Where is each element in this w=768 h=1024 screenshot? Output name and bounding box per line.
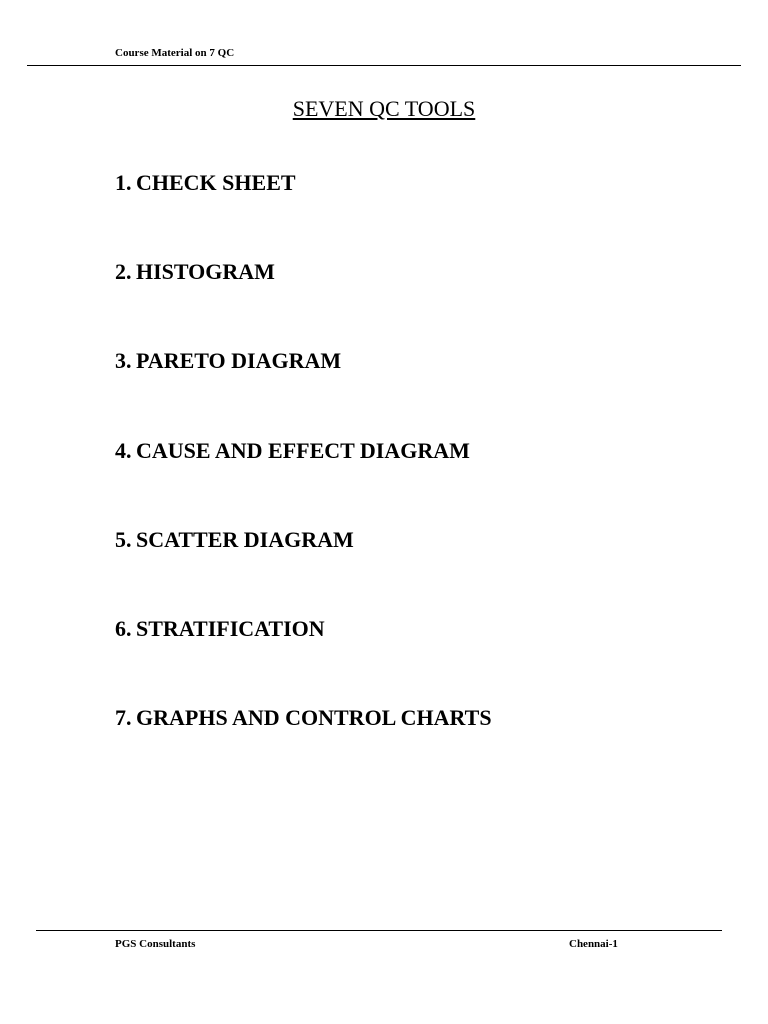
tool-label: CAUSE AND EFFECT DIAGRAM <box>136 438 470 463</box>
footer-location: Chennai-1 <box>569 938 618 950</box>
tool-number: 5. <box>115 527 132 552</box>
tool-number: 4. <box>115 438 132 463</box>
tool-number: 3. <box>115 348 132 373</box>
tool-number: 2. <box>115 259 132 284</box>
tool-item-histogram <box>115 259 275 285</box>
tool-label: GRAPHS AND CONTROL CHARTS <box>136 705 492 730</box>
tool-item-graphs-and-control-charts <box>115 705 492 731</box>
tool-number: 6. <box>115 616 132 641</box>
tool-item-pareto-diagram <box>115 348 341 374</box>
tool-label: SCATTER DIAGRAM <box>136 527 354 552</box>
footer-divider <box>36 930 722 931</box>
tool-label: STRATIFICATION <box>136 616 325 641</box>
document-title-text: SEVEN QC TOOLS <box>292 96 476 121</box>
footer-company: PGS Consultants <box>115 938 196 950</box>
page-header-text: Course Material on 7 QC <box>115 47 235 59</box>
tool-label: HISTOGRAM <box>136 259 275 284</box>
tool-label: CHECK SHEET <box>136 170 296 195</box>
tool-item-cause-and-effect-diagram <box>115 438 470 464</box>
document-title <box>0 96 768 122</box>
header-divider <box>27 65 741 66</box>
tool-item-stratification <box>115 616 325 642</box>
tool-number: 7. <box>115 705 132 730</box>
tool-number: 1. <box>115 170 132 195</box>
tool-item-scatter-diagram <box>115 527 354 553</box>
tool-item-check-sheet <box>115 170 296 196</box>
tool-label: PARETO DIAGRAM <box>136 348 342 373</box>
